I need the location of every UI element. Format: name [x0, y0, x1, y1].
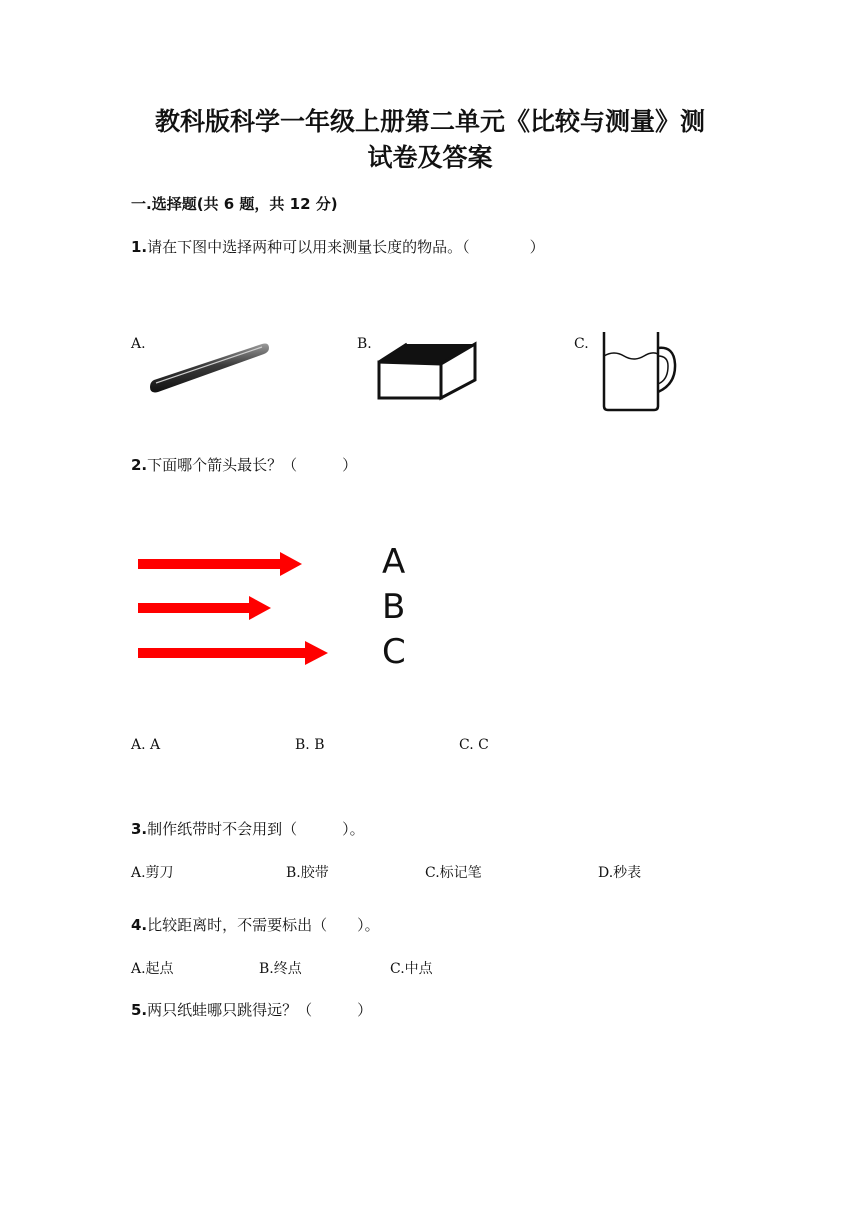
figure-label-c: C.	[574, 336, 589, 352]
figure-label-b: B.	[357, 336, 372, 352]
question-text: 比较距离时，不需要标出（ ）。	[147, 916, 380, 934]
figure-label-a: A.	[131, 336, 146, 352]
question-number: 5.	[131, 1001, 148, 1019]
question-4	[131, 914, 380, 935]
q2-option-a[interactable]: A. A	[131, 737, 161, 753]
arrow-a	[138, 550, 333, 580]
question-number: 4.	[131, 916, 148, 934]
arrow-label-b: B	[382, 587, 406, 627]
question-number: 3.	[131, 820, 148, 838]
document-title-line2: 试卷及答案	[367, 143, 493, 172]
arrow-label-a: A	[382, 542, 406, 582]
question-2	[131, 454, 357, 475]
question-text: 制作纸带时不会用到（ ）。	[147, 820, 365, 838]
q2-option-c[interactable]: C. C	[459, 737, 489, 753]
q3-option-c[interactable]: C.标记笔	[425, 865, 482, 881]
arrow-label-c: C	[382, 632, 406, 672]
cup-icon	[600, 330, 680, 414]
question-1	[131, 236, 545, 257]
question-number: 1.	[131, 238, 148, 256]
arrow-b	[138, 594, 333, 624]
box-icon	[375, 340, 480, 402]
q3-option-a[interactable]: A.剪刀	[131, 865, 174, 881]
stick-icon	[148, 340, 273, 395]
document-title-line1: 教科版科学一年级上册第二单元《比较与测量》测	[154, 107, 705, 136]
q4-option-c[interactable]: C.中点	[390, 961, 433, 977]
question-3	[131, 818, 365, 839]
q4-option-b[interactable]: B.终点	[259, 961, 302, 977]
q3-option-b[interactable]: B.胶带	[286, 865, 329, 881]
arrow-c	[138, 639, 333, 669]
question-text: 请在下图中选择两种可以用来测量长度的物品。（ ）	[147, 238, 545, 256]
q3-option-d[interactable]: D.秒表	[598, 865, 642, 881]
q4-option-a[interactable]: A.起点	[131, 961, 174, 977]
question-number: 2.	[131, 456, 148, 474]
question-5	[131, 999, 372, 1020]
section-heading: 一.选择题(共 6 题，共 12 分)	[131, 195, 338, 213]
question-text: 两只纸蛙哪只跳得远？（ ）	[147, 1001, 373, 1019]
question-text: 下面哪个箭头最长？（ ）	[147, 456, 358, 474]
q2-option-b[interactable]: B. B	[295, 737, 325, 753]
